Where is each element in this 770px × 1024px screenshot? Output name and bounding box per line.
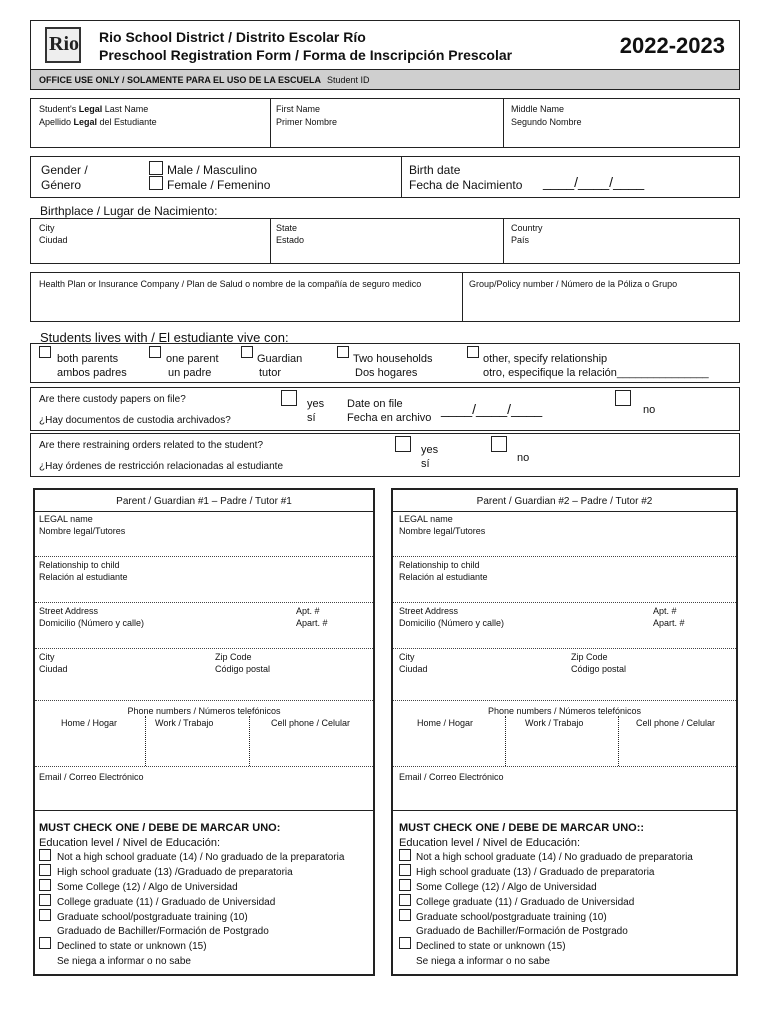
edu-option: Graduate school/postgraduate training (10)	[57, 912, 248, 923]
edu-option: Some College (12) / Algo de Universidad	[416, 882, 597, 893]
divider	[35, 556, 373, 557]
divider	[145, 716, 146, 766]
divider	[35, 511, 373, 512]
home-phone-label: Home / Hogar	[61, 718, 118, 728]
parent-panel-2	[391, 488, 738, 976]
divider	[503, 219, 504, 263]
two-households-checkbox[interactable]	[337, 346, 349, 358]
birthplace-label: Birthplace / Lugar de Nacimiento:	[40, 204, 218, 218]
custody-question-es: ¿Hay documentos de custodia archivados?	[39, 415, 231, 426]
city-label: City	[399, 652, 415, 662]
divider	[393, 700, 736, 701]
divider	[35, 700, 373, 701]
two-households-label-es: Dos hogares	[355, 367, 418, 379]
insurance-box	[30, 272, 740, 322]
divider	[393, 810, 736, 811]
custody-yes-label-es: sí	[307, 412, 316, 424]
legal-name-label: LEGAL name	[39, 514, 93, 524]
street-label: Street Address	[399, 606, 459, 616]
divider	[249, 716, 250, 766]
legal-name-label: LEGAL name	[399, 514, 453, 524]
birth-date-label: Birth date	[409, 163, 461, 177]
bp-state-label: State	[276, 223, 298, 233]
edu-option: Some College (12) / Algo de Universidad	[57, 882, 238, 893]
edu-option-extra: Graduado de Bachiller/Formación de Postgrado	[57, 926, 269, 937]
both-parents-checkbox[interactable]	[39, 346, 51, 358]
divider	[393, 766, 736, 767]
guardian-label: Guardian	[257, 353, 303, 365]
bp-city-label: City	[39, 223, 55, 233]
divider	[393, 556, 736, 557]
edu-option: College graduate (11) / Graduado de Universidad	[57, 897, 276, 908]
bp-country-label: Country	[511, 223, 543, 233]
form-title-line1: Rio School District / Distrito Escolar Río	[99, 29, 366, 45]
male-checkbox[interactable]	[149, 161, 163, 175]
declined-checkbox[interactable]	[399, 937, 411, 949]
office-use-bar	[30, 70, 740, 90]
header-box	[30, 20, 740, 70]
education-label: Education level / Nivel de Educación:	[399, 837, 580, 849]
other-checkbox[interactable]	[467, 346, 479, 358]
last-name-label	[39, 104, 148, 115]
school-year: 2022-2023	[619, 33, 725, 58]
other-label-es[interactable]: otro, especifique la relación_______________	[483, 367, 709, 379]
edu-checkbox[interactable]	[399, 909, 411, 921]
phones-label: Phone numbers / Números telefónicos	[127, 706, 281, 716]
logo	[45, 27, 81, 63]
last-name-label-es	[39, 117, 157, 128]
parent-title: Parent / Guardian #1 – Padre / Tutor #1	[116, 496, 292, 507]
divider	[35, 648, 373, 649]
relationship-label: Relationship to child	[39, 560, 120, 570]
edu-option: Graduate school/postgraduate training (10)	[416, 912, 607, 923]
city-label-es: Ciudad	[39, 664, 68, 674]
zip-label-es: Código postal	[571, 664, 627, 674]
parent-title: Parent / Guardian #2 – Padre / Tutor #2	[476, 496, 653, 507]
restraining-box	[30, 433, 740, 477]
first-name-label-es: Primer Nombre	[276, 117, 338, 127]
street-label-es: Domicilio (Número y calle)	[399, 618, 505, 628]
custody-question: Are there custody papers on file?	[39, 394, 186, 405]
female-label: Female / Femenino	[167, 178, 271, 192]
restraining-yes-checkbox[interactable]	[395, 436, 411, 452]
last-name-text: Student's	[39, 104, 79, 114]
apt-label: Apt. #	[653, 606, 677, 616]
restraining-question-es: ¿Hay órdenes de restricción relacionadas al estudiante	[39, 461, 284, 472]
divider	[401, 157, 402, 197]
relationship-label: Relationship to child	[399, 560, 480, 570]
apt-label: Apt. #	[296, 606, 320, 616]
guardian-label-es: tutor	[259, 367, 282, 379]
edu-option: College graduate (11) / Graduado de Universidad	[416, 897, 635, 908]
apt-label-es: Apart. #	[653, 618, 685, 628]
zip-label-es: Código postal	[215, 664, 271, 674]
street-label: Street Address	[39, 606, 99, 616]
insurance-company-label: Health Plan or Insurance Company / Plan de Salud o nombre de la compañía de seguro medico	[39, 279, 422, 289]
must-check-label: MUST CHECK ONE / DEBE DE MARCAR UNO:	[39, 822, 281, 834]
restraining-no-label: no	[517, 452, 530, 464]
edu-option: High school graduate (13) /Graduado de preparatoria	[57, 867, 293, 878]
logo-text: Rio	[49, 33, 79, 55]
custody-no-checkbox[interactable]	[615, 390, 631, 406]
gender-label: Gender /	[41, 163, 88, 177]
email-label: Email / Correo Electrónico	[39, 772, 144, 782]
zip-label: Zip Code	[571, 652, 608, 662]
phones-label: Phone numbers / Números telefónicos	[487, 706, 642, 716]
declined-label-es: Se niega a informar o no sabe	[416, 956, 550, 967]
last-name-text: del Estudiante	[97, 117, 157, 127]
divider	[503, 99, 504, 147]
student-name-box	[30, 98, 740, 148]
gender-label-es: Género	[41, 178, 82, 192]
declined-label-es: Se niega a informar o no sabe	[57, 956, 191, 967]
first-name-label: First Name	[276, 104, 321, 114]
last-name-bold: Legal	[73, 117, 98, 127]
declined-label: Declined to state or unknown (15)	[57, 941, 207, 952]
edu-checkbox[interactable]	[39, 894, 51, 906]
female-checkbox[interactable]	[149, 176, 163, 190]
policy-number-label: Group/Policy number / Número de la Póliza o Grupo	[469, 279, 678, 289]
divider	[462, 273, 463, 321]
city-label: City	[39, 652, 55, 662]
divider	[393, 511, 736, 512]
cell-phone-label: Cell phone / Celular	[636, 718, 716, 728]
restraining-yes-label: yes	[421, 444, 439, 456]
edu-checkbox[interactable]	[39, 879, 51, 891]
two-households-label: Two households	[353, 353, 433, 365]
edu-option: Not a high school graduate (14) / No graduado de la preparatoria	[57, 852, 345, 863]
one-parent-checkbox[interactable]	[149, 346, 161, 358]
lives-with-label: Students lives with / El estudiante vive con:	[40, 330, 289, 345]
lives-with-box	[30, 343, 740, 383]
edu-checkbox[interactable]	[39, 849, 51, 861]
middle-name-label-es: Segundo Nombre	[511, 117, 582, 127]
birthplace-box	[30, 218, 740, 264]
edu-checkbox[interactable]	[399, 849, 411, 861]
relationship-label-es: Relación al estudiante	[39, 572, 128, 582]
form-title-line2: Preschool Registration Form / Forma de Inscripción Prescolar	[99, 47, 513, 63]
must-check-label: MUST CHECK ONE / DEBE DE MARCAR UNO::	[399, 822, 645, 834]
both-parents-label: both parents	[57, 353, 119, 365]
home-phone-label: Home / Hogar	[417, 718, 474, 728]
last-name-text: Last Name	[102, 104, 149, 114]
legal-name-label-es: Nombre legal/Tutores	[39, 526, 126, 536]
bp-state-label-es: Estado	[276, 235, 305, 245]
divider	[505, 716, 506, 766]
custody-date-label-es: Fecha en archivo	[347, 412, 432, 424]
email-label: Email / Correo Electrónico	[399, 772, 504, 782]
zip-label: Zip Code	[215, 652, 252, 662]
divider	[393, 602, 736, 603]
custody-box	[30, 387, 740, 431]
cell-phone-label: Cell phone / Celular	[271, 718, 351, 728]
edu-checkbox[interactable]	[399, 864, 411, 876]
declined-label: Declined to state or unknown (15)	[416, 941, 566, 952]
work-phone-label: Work / Trabajo	[155, 718, 214, 728]
divider	[35, 602, 373, 603]
birth-date-field[interactable]: ____/____/____	[543, 174, 645, 190]
office-use-label: OFFICE USE ONLY / SOLAMENTE PARA EL USO DE LA ESCUELA	[39, 75, 322, 85]
street-label-es: Domicilio (Número y calle)	[39, 618, 145, 628]
guardian-checkbox[interactable]	[241, 346, 253, 358]
custody-no-label: no	[643, 404, 656, 416]
custody-date-field[interactable]: ____/____/____	[441, 401, 543, 417]
bp-country-label-es: País	[511, 235, 530, 245]
custody-yes-checkbox[interactable]	[281, 390, 297, 406]
other-label: other, specify relationship	[483, 353, 608, 365]
legal-name-label-es: Nombre legal/Tutores	[399, 526, 486, 536]
edu-checkbox[interactable]	[399, 879, 411, 891]
edu-option: Not a high school graduate (14) / No graduado de preparatoria	[416, 852, 693, 863]
student-id-label: Student ID	[327, 75, 370, 85]
edu-option-extra: Graduado de Bachiller/Formación de Postgrado	[416, 926, 628, 937]
one-parent-label-es: un padre	[168, 367, 212, 379]
parent-panel-1	[33, 488, 375, 976]
education-label: Education level / Nivel de Educación:	[39, 837, 220, 849]
edu-option: High school graduate (13) / Graduado de preparatoria	[416, 867, 655, 878]
both-parents-label-es: ambos padres	[57, 367, 127, 379]
bp-city-label-es: Ciudad	[39, 235, 68, 245]
last-name-text: Apellido	[39, 117, 74, 127]
gender-birth-box	[30, 156, 740, 198]
divider	[35, 766, 373, 767]
divider	[393, 648, 736, 649]
divider	[618, 716, 619, 766]
custody-date-label: Date on file	[347, 398, 403, 410]
restraining-yes-label-es: sí	[421, 458, 430, 470]
relationship-label-es: Relación al estudiante	[399, 572, 488, 582]
divider	[270, 219, 271, 263]
city-label-es: Ciudad	[399, 664, 428, 674]
apt-label-es: Apart. #	[296, 618, 328, 628]
edu-checkbox[interactable]	[39, 909, 51, 921]
middle-name-label: Middle Name	[511, 104, 565, 114]
restraining-question: Are there restraining orders related to the student?	[39, 440, 264, 451]
restraining-no-checkbox[interactable]	[491, 436, 507, 452]
declined-checkbox[interactable]	[39, 937, 51, 949]
male-label: Male / Masculino	[167, 163, 258, 177]
edu-checkbox[interactable]	[399, 894, 411, 906]
one-parent-label: one parent	[166, 353, 219, 365]
last-name-bold: Legal	[78, 104, 103, 114]
birth-date-label-es: Fecha de Nacimiento	[409, 178, 523, 192]
edu-checkbox[interactable]	[39, 864, 51, 876]
divider	[270, 99, 271, 147]
work-phone-label: Work / Trabajo	[525, 718, 584, 728]
divider	[35, 810, 373, 811]
custody-yes-label: yes	[307, 398, 325, 410]
